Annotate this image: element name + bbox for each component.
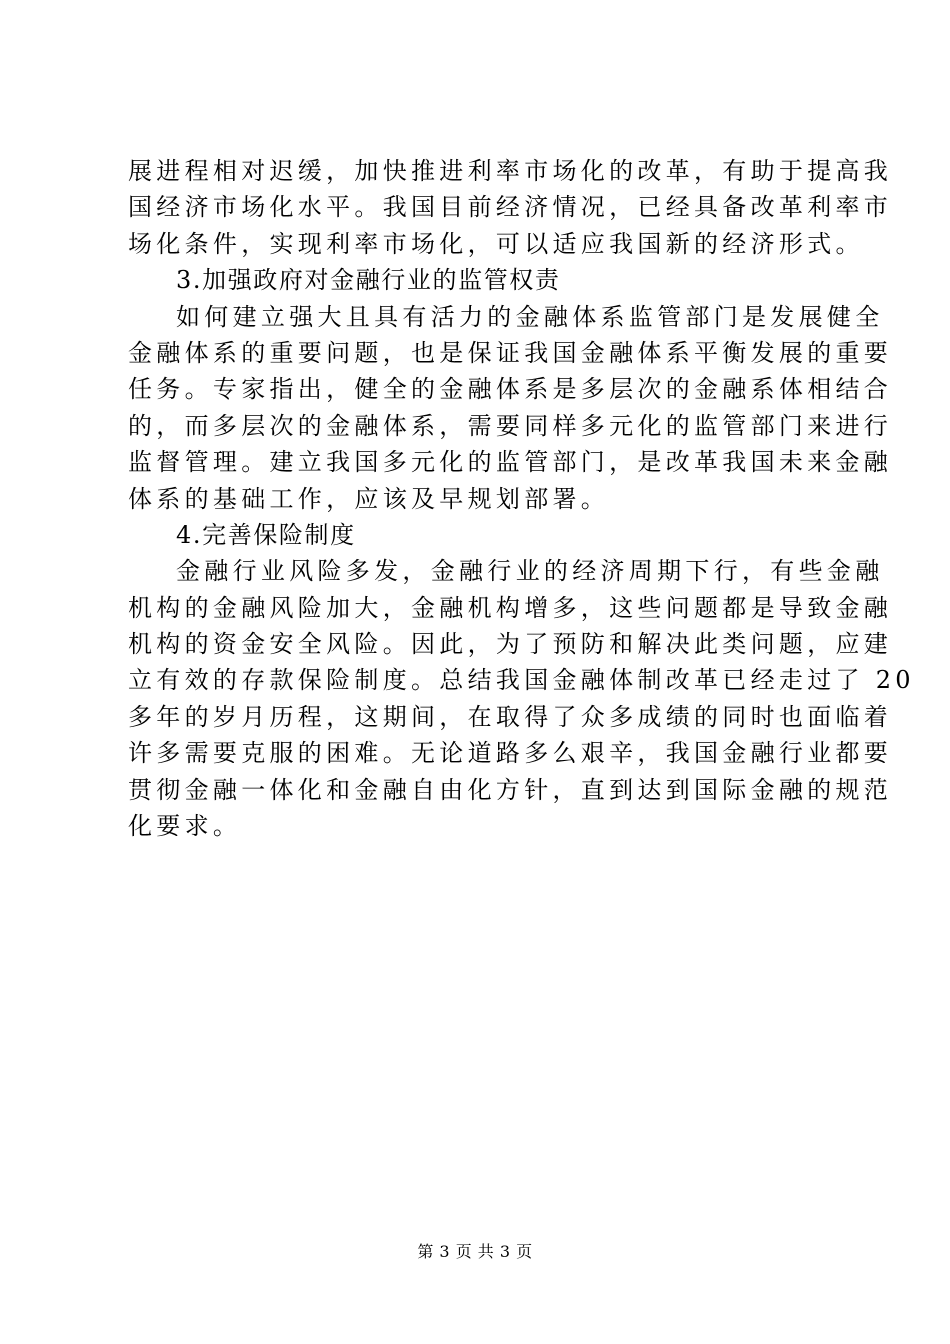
document-body xyxy=(128,153,915,844)
paragraph-first-line: 如何建立强大且具有活力的金融体系监管部门是发展健全 xyxy=(176,302,884,331)
body-line: 任务。专家指出，健全的金融体系是多层次的金融系体相结合 xyxy=(128,375,893,404)
body-line: 贯彻金融一体化和金融自由化方针，直到达到国际金融的规范 xyxy=(128,775,893,804)
body-line: 场化条件，实现利率市场化，可以适应我国新的经济形式。 xyxy=(128,229,864,258)
body-line: 的，而多层次的金融体系，需要同样多元化的监管部门来进行 xyxy=(128,411,893,440)
paragraph-first-line: 金融行业风险多发，金融行业的经济周期下行，有些金融 xyxy=(176,557,884,586)
section-heading: 4.完善保险制度 xyxy=(176,520,356,549)
page-number-footer: 第 3 页 共 3 页 xyxy=(417,1242,533,1261)
body-line: 机构的资金安全风险。因此，为了预防和解决此类问题，应建 xyxy=(128,630,893,659)
body-line: 立有效的存款保险制度。总结我国金融体制改革已经走过了 20 xyxy=(128,666,915,695)
body-line: 展进程相对迟缓，加快推进利率市场化的改革，有助于提高我 xyxy=(128,157,893,185)
body-line: 体系的基础工作，应该及早规划部署。 xyxy=(128,484,610,513)
body-line: 化要求。 xyxy=(128,812,242,841)
body-line: 多年的岁月历程，这期间，在取得了众多成绩的同时也面临着 xyxy=(128,702,893,731)
body-line: 监督管理。建立我国多元化的监管部门，是改革我国未来金融 xyxy=(128,448,893,477)
body-line: 机构的金融风险加大，金融机构增多，这些问题都是导致金融 xyxy=(128,593,893,622)
body-line: 金融体系的重要问题，也是保证我国金融体系平衡发展的重要 xyxy=(128,338,893,367)
section-heading: 3.加强政府对金融行业的监管权责 xyxy=(176,266,561,295)
body-line: 国经济市场化水平。我国目前经济情况，已经具备改革利率市 xyxy=(128,193,893,222)
body-line: 许多需要克服的困难。无论道路多么艰辛，我国金融行业都要 xyxy=(128,739,893,768)
